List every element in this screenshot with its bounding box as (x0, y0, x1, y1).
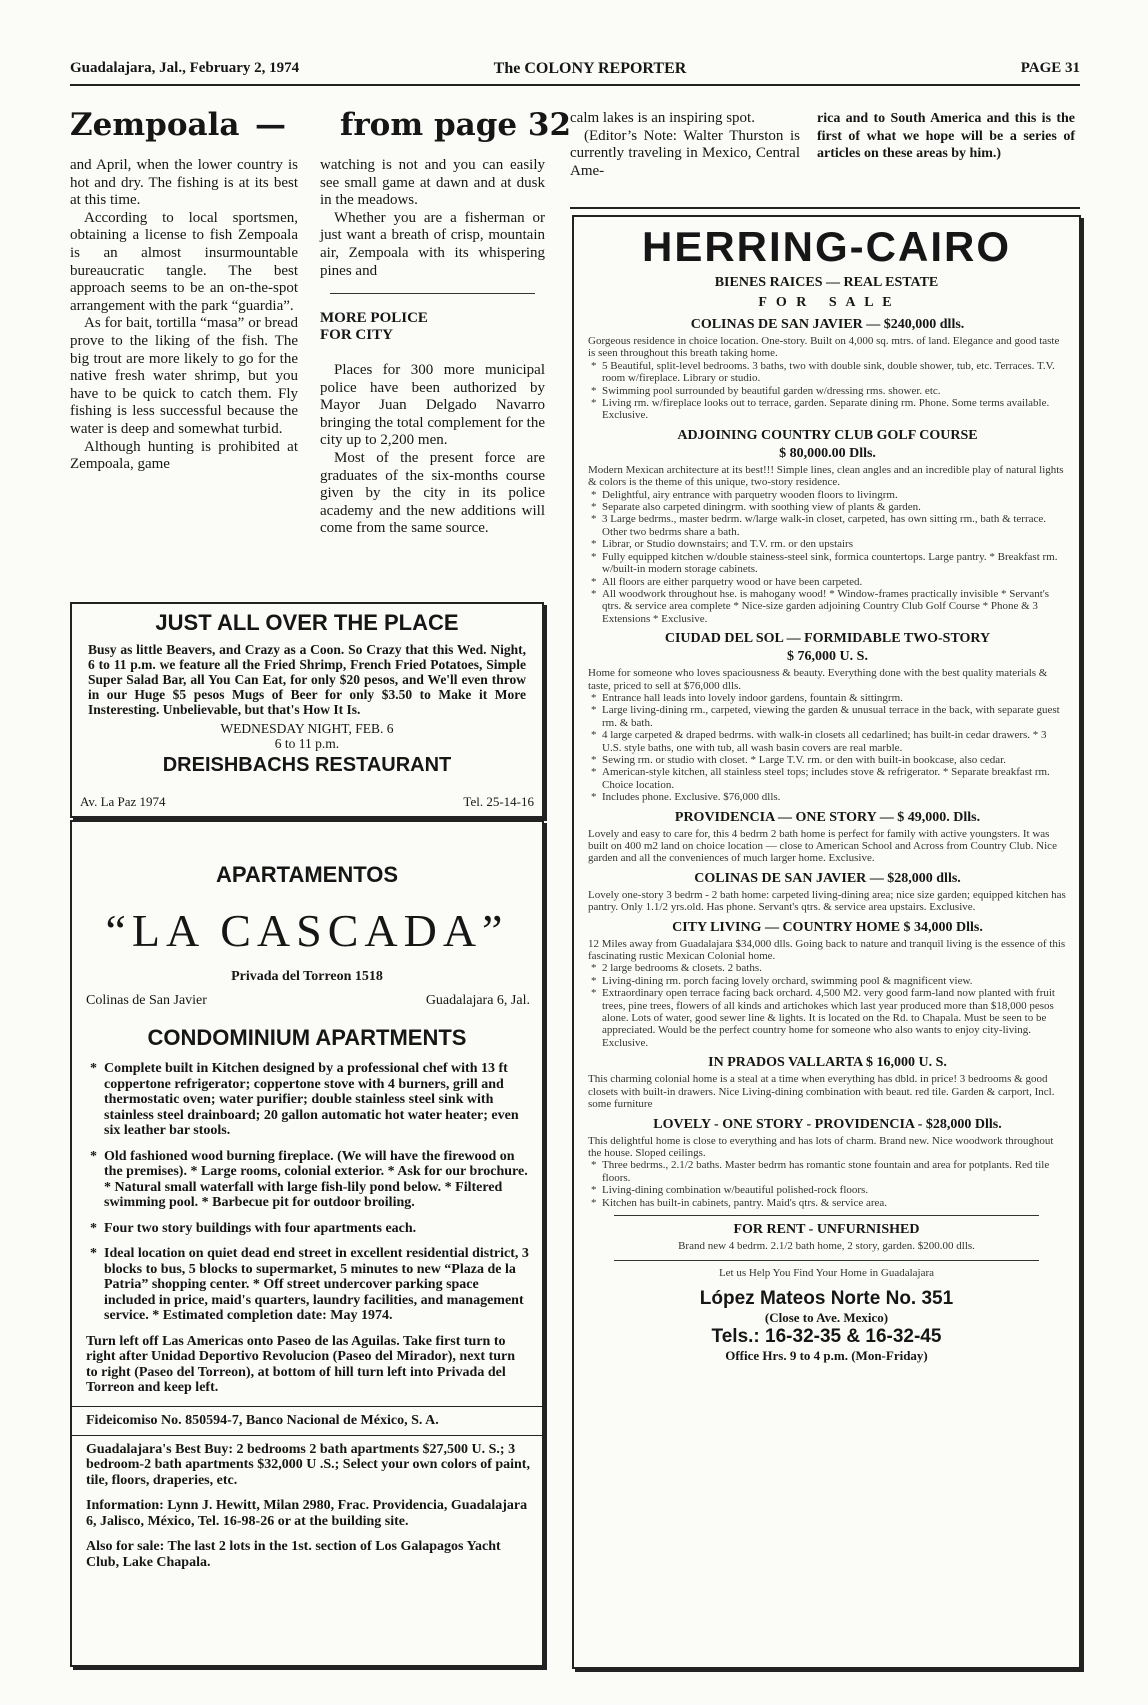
article-column-3 (570, 110, 800, 180)
column-divider (330, 293, 535, 294)
listing-heading: CIUDAD DEL SOL — FORMIDABLE TWO-STORY (664, 631, 991, 647)
la-cascada-feature-list (86, 1061, 530, 1324)
listing-body (588, 1073, 1067, 1110)
listing-feature: * Delightful, airy entrance with parquetry wooden floors to livingrm. (602, 489, 1067, 501)
listing-heading: CITY LIVING — COUNTRY HOME $ 34,000 Dlls. (672, 919, 983, 935)
la-cascada-directions: Turn left off Las Americas onto Paseo de las Aguilas. Take first turn to right after Unidad Deportivo Revolucion (Paseo del Mirador), next turn to right (Paseo del Torreon), at bottom of hill turn left into Privada del Torreon and keep left. (86, 1333, 516, 1395)
la-cascada-best-buy: Guadalajara's Best Buy: 2 bedrooms 2 bath apartments $27,500 U. S.; 3 bedroom-2 bath apartments $32,000 U .S.; Select your own colors of paint, tile, floors, draperies, etc. (86, 1441, 530, 1488)
listing-body (588, 1135, 1067, 1209)
listing-body (588, 335, 1067, 422)
listing-body (588, 889, 1067, 914)
herring-cairo-tagline: BIENES RAICES — REAL ESTATE (714, 275, 939, 290)
herring-cairo-phones: Tels.: 16-32-35 & 16-32-45 (711, 1325, 942, 1347)
article-paragraph: As for bait, tortilla “masa” or bread prove to the liking of the fish. The big trout are more likely to go for the native fresh water shrimp, but you have to be quick to catch them. Fly fishing is less successful because the water is deep and somewhat turbid. (70, 315, 298, 437)
listing-feature: * Librar, or Studio downstairs; and T.V. rm. or den upstairs (602, 538, 1067, 550)
listing-feature-list (588, 489, 1067, 625)
listing-intro: Lovely and easy to care for, this 4 bedrm 2 bath home is perfect for family with active youngsters. It was built on 400 m2 land on choice location — close to American School and Across from Country Club. Nice garden and all the conveniences of much larger home. Exclusive. (588, 827, 1057, 865)
article-paragraph: watching is not and you can easily see small game at dawn and at dusk in the meadows. (320, 157, 545, 209)
article-title-left: Zempoala (70, 107, 240, 143)
article-end-rule (570, 207, 1080, 209)
listing-feature: * American-style kitchen, all stainless steel tops; includes stove & refrigerator. * Separate breakfast rm. Choice location. (602, 766, 1067, 791)
herring-cairo-listings (588, 317, 1067, 1209)
header-page-number: PAGE 31 (1020, 60, 1080, 76)
for-rent-heading: FOR RENT - UNFURNISHED (733, 1221, 920, 1237)
listing-feature-list (588, 962, 1067, 1049)
dreishbachs-ad-address: Av. La Paz 1974 (80, 794, 166, 809)
header-rule (70, 84, 1080, 86)
article-title-right: from page 32 (340, 107, 572, 143)
la-cascada-fideicomiso: Fideicomiso No. 850594-7, Banco Nacional de México, S. A. (86, 1412, 439, 1428)
listing-feature-list (588, 360, 1067, 422)
listing-heading: COLINAS DE SAN JAVIER — $240,000 dlls. (690, 317, 965, 332)
listing-heading: PROVIDENCIA — ONE STORY — $ 49,000. Dlls. (674, 809, 981, 825)
listing-price: $ 76,000 U. S. (787, 649, 868, 665)
article-column-1 (70, 157, 298, 474)
header-date: Guadalajara, Jal., February 2, 1974 (70, 60, 300, 76)
listing-body (588, 667, 1067, 803)
listing-heading: LOVELY - ONE STORY - PROVIDENCIA - $28,000 Dlls. (653, 1116, 1002, 1132)
police-heading-line: MORE POLICE (320, 310, 428, 326)
header-newspaper-name: The COLONY REPORTER (493, 60, 687, 77)
dreishbachs-ad-title: JUST ALL OVER THE PLACE (155, 610, 459, 635)
police-article (320, 362, 545, 538)
listing-feature: * Includes phone. Exclusive. $76,000 dlls. (602, 791, 1067, 803)
listing-feature: * Swimming pool surrounded by beautiful garden w/dressing rms. shower. etc. (602, 385, 1067, 397)
article-paragraph: Although hunting is prohibited at Zempoala, game (70, 438, 298, 473)
listing-feature: * 4 large carpeted & draped bedrms. with walk-in closets all cedarlined; has built-in cedar drawers. * 3 U.S. style baths, one with tub, all wash basin covers are real marble. (602, 729, 1067, 754)
listing-intro: Gorgeous residence in choice location. One-story. Built on 4,000 sq. mtrs. of land. Elegance and good taste is seen throughout this breath taking home. (588, 335, 1060, 360)
dreishbachs-ad-hours: 6 to 11 p.m. (274, 736, 340, 751)
for-rent-body: Brand new 4 bedrm. 2.1/2 bath home, 2 story, garden. $200.00 dlls. (678, 1239, 975, 1252)
listing-intro: Lovely one-story 3 bedrm - 2 bath home: carpeted living-dining area; nice size garden; equipped kitchen has pantry. Only 1.1/2 yrs.old. Has phone. Servant's qtrs. & service area upstairs. Exclusive. (588, 888, 1066, 914)
listing-intro: This charming colonial home is a steal at a time when everything has dbld. in price! 3 bedrooms & good closets with built-in drawers. Nice Living-dining combination with beaut. red tile. Garden & carport, Incl. some furniture (588, 1073, 1055, 1111)
la-cascada-also-for-sale: Also for sale: The last 2 lots in the 1st. section of Los Galapagos Yacht Club, Lake Chapala. (86, 1539, 501, 1570)
article-paragraph: Whether you are a fisherman or just want a breath of crisp, mountain air, Zempoala with its whispering pines and (320, 209, 545, 279)
listing-feature: * Extraordinary open terrace facing back orchard. 4,500 M2. very good farm-land now planted with fruit trees, pine trees, flowers of all kinds and artichokes which last year produced more than $18,000 pesos alone. Lots of water, good sewer line & lights. It is located on the Rd. to Chapala. Must be seen to be appreciated. Would be the perfect country home for someone who also wants to enjoy city-living. Exclusive. (602, 987, 1067, 1049)
la-cascada-city: Guadalajara 6, Jal. (425, 993, 530, 1008)
listing-feature: * Separate also carpeted diningrm. with soothing view of plants & garden. (602, 501, 1067, 513)
listing-body (588, 938, 1067, 1050)
la-cascada-location (86, 991, 530, 1013)
article-column-2 (320, 157, 545, 280)
listing-heading: COLINAS DE SAN JAVIER — $28,000 dlls. (694, 870, 961, 886)
listing-feature-list (588, 692, 1067, 804)
dreishbachs-ad-date: WEDNESDAY NIGHT, FEB. 6 (220, 721, 394, 736)
listing-feature: * 3 Large bedrms., master bedrm. w/large walk-in closet, carpeted, has own sitting rm., bath & terrace. Other two bedrms share a bath. (602, 513, 1067, 538)
la-cascada-area: Colinas de San Javier (86, 993, 207, 1008)
la-cascada-divider (72, 1406, 542, 1407)
listing-feature: * Living-dining rm. porch facing lovely orchard, swimming pool & magnificent view. (602, 975, 1067, 987)
listing-feature-list (588, 1159, 1067, 1209)
listing-feature: * Three bedrms., 2.1/2 baths. Master bedrm has romantic stone fountain and area for potplants. Red tile floors. (602, 1159, 1067, 1184)
listing-intro: This delightful home is close to everything and has lots of charm. Brand new. Nice woodwork throughout the house. Sloped ceilings. (588, 1134, 1054, 1159)
listing-feature: * Living rm. w/fireplace looks out to terrace, garden. Separate dining rm. Phone. Some terms available. Exclusive. (602, 397, 1067, 422)
article-title-dash: — (255, 107, 286, 143)
listing-feature: * Sewing rm. or studio with closet. * Large T.V. rm. or den with built-in bookcase, also cedar. (602, 754, 1067, 766)
dreishbachs-ad (70, 602, 544, 818)
la-cascada-divider (72, 1435, 542, 1436)
police-paragraph: Most of the present force are graduates of the six-months course given by the city in its police academy and the new additions will come from the same source. (320, 449, 545, 537)
listing-intro: Home for someone who loves spaciousness & beauty. Everything done with the best quality materials & taste, priced to sell at $76,000 dlls. (588, 667, 1048, 692)
herring-cairo-landmark: (Close to Ave. Mexico) (764, 1309, 889, 1325)
la-cascada-subtitle: CONDOMINIUM APARTMENTS (147, 1025, 467, 1050)
listing-feature: * All floors are either parquetry wood or have been carpeted. (602, 576, 1067, 588)
herring-cairo-title: HERRING-CAIRO (642, 223, 1011, 270)
listing-heading: IN PRADOS VALLARTA $ 16,000 U. S. (708, 1055, 947, 1071)
dreishbachs-ad-body: Busy as little Beavers, and Crazy as a Coon. So Crazy that this Wed. Night, 6 to 11 p.m. we feature all the Fried Shrimp, French Fried Potatoes, Simple Super Salad Bar, all You Can Eat, for only $20 pesos, and We'll even throw in our Huge $5 pesos Mugs of Beer for only $3.50 to Make it More Insteresting. Unbelievable, but that's How It Is. (88, 642, 526, 717)
la-cascada-feature: * Four two story buildings with four apartments each. (104, 1221, 530, 1237)
listing-feature: * All woodwork throughout hse. is mahogany wood! * Window-frames practically invisible * Servant's qtrs. & service area complete * Nice-size garden adjoining Country Club Golf Course * Phone & 3 Extensions * Exclusive. (602, 588, 1067, 625)
la-cascada-sales-info (86, 1442, 530, 1571)
listing-intro: Modern Mexican architecture at its best!!! Simple lines, clean angles and an incredible play of natural lights & colors is the theme of this unique, two-story residence. (588, 463, 1064, 489)
article-paragraph: calm lakes is an inspiring spot. (570, 110, 755, 126)
la-cascada-information: Information: Lynn J. Hewitt, Milan 2980, Frac. Providencia, Guadalajara 6, Jalisco, México, Tel. 16-98-26 or at the building site. (86, 1498, 528, 1529)
herring-cairo-help: Let us Help You Find Your Home in Guadalajara (718, 1267, 935, 1280)
la-cascada-feature: * Ideal location on quiet dead end street in excellent residential district, 3 blocks to bus, 5 blocks to supermarket, 5 minutes to new “Plaza de la Patria” shopping center. * Off street undercover parking space included in price, maid's quarters, laundry facilities, and management service. * Estimated completion date: May 1974. (104, 1246, 530, 1324)
la-cascada-features (86, 1061, 530, 1396)
listing-feature: * Fully equipped kitchen w/double stainess-steel sink, formica countertops. Large pantry. * Breakfast rm. w/built-in modern storage cabinets. (602, 551, 1067, 576)
police-heading-line: FOR CITY (320, 327, 393, 343)
la-cascada-ad (70, 820, 544, 1667)
police-paragraph: Places for 300 more municipal police have been authorized by Mayor Juan Delgado Navarro bringing the total complement for the city up to 2,200 men. (320, 362, 545, 449)
dreishbachs-ad-phone: Tel. 25-14-16 (463, 794, 534, 809)
article-paragraph: (Editor’s Note: Walter Thurston is currently traveling in Mexico, Central Ame- (570, 127, 800, 179)
listing-feature: * Entrance hall leads into lovely indoor gardens, fountain & sittingrm. (602, 692, 1067, 704)
dreishbachs-ad-name: DREISHBACHS RESTAURANT (162, 754, 452, 776)
listing-feature: * 5 Beautiful, split-level bedrooms. 3 baths, two with double sink, double shower, tub, etc. Terraces. T.V. room w/fireplace. Library or studio. (602, 360, 1067, 385)
herring-cairo-address: López Mateos Norte No. 351 (699, 1287, 954, 1309)
la-cascada-kicker: APARTAMENTOS (215, 862, 399, 887)
listing-feature: * Kitchen has built-in cabinets, pantry. Maid's qtrs. & service area. (602, 1197, 1067, 1209)
listing-feature: * Large living-dining rm., carpeted, viewing the garden & unusual terrace in the back, with separate guest rm. & bath. (602, 704, 1067, 729)
listing-feature: * 2 large bedrooms & closets. 2 baths. (602, 962, 1067, 974)
listing-intro: 12 Miles away from Guadalajara $34,000 dlls. Going back to nature and tranquil living is the essence of this fascinating rustic Mexican Colonial home. (588, 937, 1066, 963)
article-paragraph: and April, when the lower country is hot and dry. The fishing is at its best at this time. (70, 157, 298, 209)
listing-heading: ADJOINING COUNTRY CLUB GOLF COURSE (677, 427, 978, 443)
herring-cairo-divider (614, 1215, 1039, 1216)
article-paragraph: According to local sportsmen, obtaining a license to fish Zempoala is an almost insurmountable bureaucratic tangle. The best approach seems to be an on-the-spot arrangement with the park “guardia”. (70, 209, 298, 314)
police-heading (320, 310, 428, 344)
la-cascada-street: Privada del Torreon 1518 (231, 969, 383, 984)
listing-body (588, 828, 1067, 865)
article-column-4: rica and to South America and this is the first of what we hope will be a series of articles on these areas by him.) (817, 111, 1075, 162)
listing-feature: * Living-dining combination w/beautiful polished-rock floors. (602, 1184, 1067, 1196)
la-cascada-title: “LA CASCADA” (105, 905, 509, 956)
listing-price: $ 80,000.00 Dlls. (779, 445, 876, 461)
herring-cairo-ad (572, 215, 1081, 1669)
la-cascada-feature: * Old fashioned wood burning fireplace. (We will have the firewood on the premises). * Large rooms, colonial exterior. * Ask for our brochure. * Natural small waterfall with large fish-lily pond below. * Filtered swimming pool. * Barbecue pit for outdoor broiling. (104, 1149, 530, 1211)
herring-cairo-office-hours: Office Hrs. 9 to 4 p.m. (Mon-Friday) (725, 1347, 928, 1363)
listing-body (588, 464, 1067, 625)
herring-cairo-for-sale: F O R S A L E (758, 295, 895, 310)
herring-cairo-divider (614, 1260, 1039, 1261)
la-cascada-feature: * Complete built in Kitchen designed by a professional chef with 13 ft coppertone refrigerator; coppertone stove with 4 burners, grill and thermostatic oven; water purifier; double stainless steel sink with stainless steel drainboard; 20 gallon automatic hot water heater; even six leather bar stools. (104, 1061, 530, 1139)
